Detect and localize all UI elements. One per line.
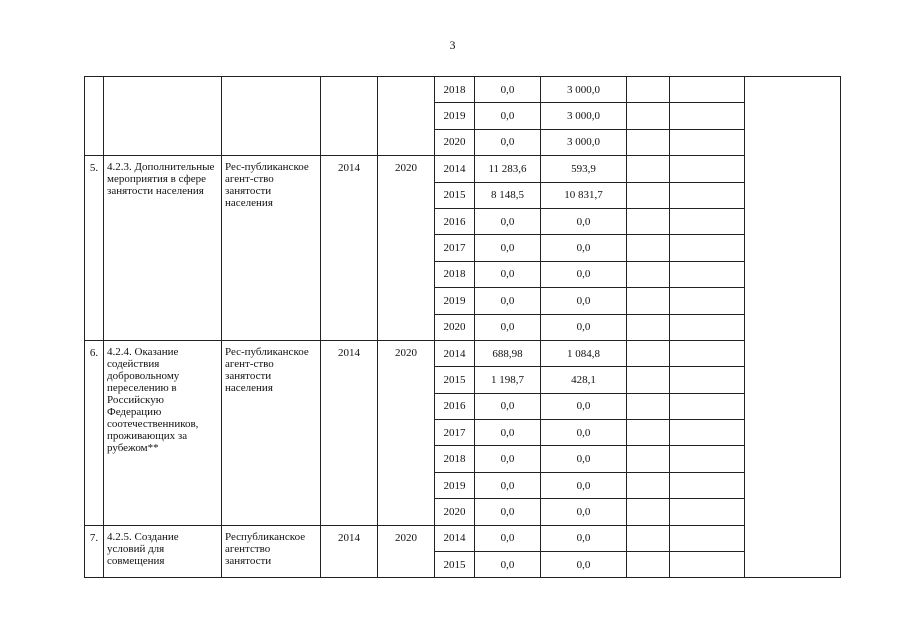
notes-cell: [745, 77, 841, 578]
value-1-cell: 0,0: [475, 103, 541, 129]
empty-cell: [670, 156, 745, 182]
value-1-cell: 0,0: [475, 393, 541, 419]
end-year-cell: 2020: [378, 525, 435, 578]
end-year-cell: [378, 77, 435, 156]
empty-cell: [670, 77, 745, 103]
empty-cell: [670, 499, 745, 525]
entry-number-cell: 6.: [85, 340, 104, 525]
value-1-cell: 1 198,7: [475, 367, 541, 393]
empty-cell: [627, 472, 670, 498]
value-1-cell: 0,0: [475, 314, 541, 340]
empty-cell: [670, 182, 745, 208]
year-cell: 2014: [435, 525, 475, 551]
value-2-cell: 0,0: [541, 499, 627, 525]
year-cell: 2014: [435, 156, 475, 182]
entry-executor-cell: Рес-публиканское агент-ство занятости населения: [222, 340, 321, 525]
value-1-cell: 11 283,6: [475, 156, 541, 182]
table-body: [85, 77, 841, 578]
value-2-cell: 0,0: [541, 393, 627, 419]
empty-cell: [627, 77, 670, 103]
year-cell: 2018: [435, 261, 475, 287]
value-2-cell: 0,0: [541, 420, 627, 446]
year-cell: 2019: [435, 103, 475, 129]
empty-cell: [670, 314, 745, 340]
table-row: [85, 77, 841, 103]
empty-cell: [627, 446, 670, 472]
page-number: 3: [449, 38, 456, 52]
value-1-cell: 0,0: [475, 235, 541, 261]
empty-cell: [627, 129, 670, 155]
empty-cell: [627, 393, 670, 419]
year-cell: 2016: [435, 208, 475, 234]
value-2-cell: 3 000,0: [541, 103, 627, 129]
value-2-cell: 0,0: [541, 446, 627, 472]
empty-cell: [670, 420, 745, 446]
value-2-cell: 0,0: [541, 261, 627, 287]
start-year-cell: 2014: [321, 156, 378, 341]
value-2-cell: 0,0: [541, 314, 627, 340]
year-cell: 2016: [435, 393, 475, 419]
empty-cell: [670, 261, 745, 287]
year-cell: 2014: [435, 340, 475, 366]
entry-number-cell: 7.: [85, 525, 104, 578]
entry-name-cell: 4.2.3. Дополнительные мероприятия в сфере занятости населения: [104, 156, 222, 341]
value-1-cell: 0,0: [475, 499, 541, 525]
empty-cell: [627, 288, 670, 314]
value-1-cell: 0,0: [475, 288, 541, 314]
value-2-cell: 3 000,0: [541, 129, 627, 155]
empty-cell: [670, 446, 745, 472]
value-1-cell: 0,0: [475, 446, 541, 472]
empty-cell: [670, 103, 745, 129]
empty-cell: [627, 314, 670, 340]
entry-executor-cell: Республиканское агентство занятости: [222, 525, 321, 578]
entry-executor-cell: Рес-публиканское агент-ство занятости населения: [222, 156, 321, 341]
empty-cell: [670, 288, 745, 314]
entry-name-cell: 4.2.5. Создание условий для совмещения: [104, 525, 222, 578]
empty-cell: [627, 525, 670, 551]
empty-cell: [670, 235, 745, 261]
year-cell: 2017: [435, 420, 475, 446]
value-1-cell: 0,0: [475, 525, 541, 551]
empty-cell: [627, 103, 670, 129]
value-2-cell: 0,0: [541, 552, 627, 578]
empty-cell: [627, 420, 670, 446]
entry-executor-cell: [222, 77, 321, 156]
value-1-cell: 0,0: [475, 261, 541, 287]
value-2-cell: 1 084,8: [541, 340, 627, 366]
value-2-cell: 10 831,7: [541, 182, 627, 208]
year-cell: 2018: [435, 77, 475, 103]
empty-cell: [627, 156, 670, 182]
empty-cell: [627, 182, 670, 208]
value-2-cell: 0,0: [541, 525, 627, 551]
year-cell: 2020: [435, 499, 475, 525]
value-1-cell: 8 148,5: [475, 182, 541, 208]
entry-number-cell: 5.: [85, 156, 104, 341]
empty-cell: [627, 367, 670, 393]
table-row: [85, 525, 841, 551]
empty-cell: [670, 393, 745, 419]
value-1-cell: 0,0: [475, 77, 541, 103]
empty-cell: [670, 208, 745, 234]
value-2-cell: 0,0: [541, 208, 627, 234]
value-1-cell: 0,0: [475, 420, 541, 446]
empty-cell: [627, 208, 670, 234]
empty-cell: [627, 235, 670, 261]
entry-name-cell: [104, 77, 222, 156]
year-cell: 2015: [435, 182, 475, 208]
value-2-cell: 3 000,0: [541, 77, 627, 103]
value-1-cell: 0,0: [475, 129, 541, 155]
entry-name-cell: 4.2.4. Оказание содействия добровольному переселению в Российскую Федерацию соотечественников, проживающих за рубежом**: [104, 340, 222, 525]
year-cell: 2019: [435, 472, 475, 498]
start-year-cell: [321, 77, 378, 156]
year-cell: 2020: [435, 129, 475, 155]
empty-cell: [670, 525, 745, 551]
value-2-cell: 593,9: [541, 156, 627, 182]
year-cell: 2015: [435, 552, 475, 578]
table-row: [85, 340, 841, 366]
value-2-cell: 0,0: [541, 472, 627, 498]
year-cell: 2018: [435, 446, 475, 472]
start-year-cell: 2014: [321, 340, 378, 525]
empty-cell: [670, 367, 745, 393]
empty-cell: [670, 472, 745, 498]
end-year-cell: 2020: [378, 340, 435, 525]
value-1-cell: 0,0: [475, 208, 541, 234]
end-year-cell: 2020: [378, 156, 435, 341]
table-row: [85, 156, 841, 182]
empty-cell: [627, 261, 670, 287]
value-1-cell: 0,0: [475, 472, 541, 498]
empty-cell: [627, 340, 670, 366]
empty-cell: [627, 499, 670, 525]
year-cell: 2017: [435, 235, 475, 261]
program-table: [84, 76, 841, 578]
value-2-cell: 428,1: [541, 367, 627, 393]
entry-number-cell: [85, 77, 104, 156]
value-1-cell: 0,0: [475, 552, 541, 578]
value-1-cell: 688,98: [475, 340, 541, 366]
start-year-cell: 2014: [321, 525, 378, 578]
empty-cell: [627, 552, 670, 578]
year-cell: 2015: [435, 367, 475, 393]
value-2-cell: 0,0: [541, 235, 627, 261]
empty-cell: [670, 340, 745, 366]
empty-cell: [670, 129, 745, 155]
value-2-cell: 0,0: [541, 288, 627, 314]
year-cell: 2020: [435, 314, 475, 340]
year-cell: 2019: [435, 288, 475, 314]
empty-cell: [670, 552, 745, 578]
